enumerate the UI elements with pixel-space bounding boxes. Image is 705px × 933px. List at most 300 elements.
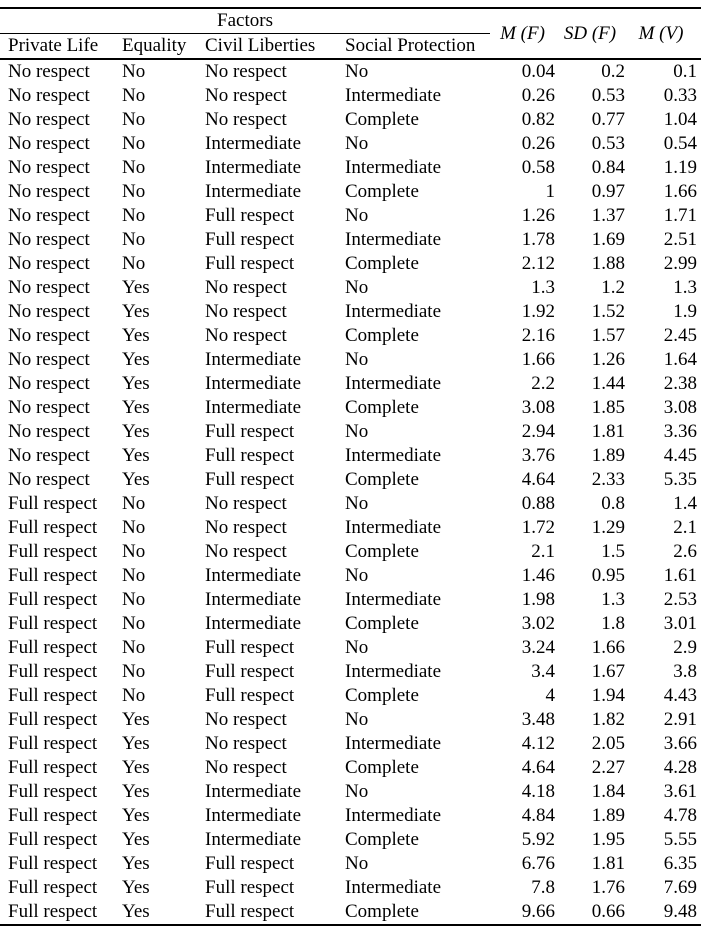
table-body xyxy=(0,59,701,925)
cell-civil-liberties: Full respect xyxy=(205,229,295,250)
cell-sd-f: 1.81 xyxy=(591,853,625,874)
cell-social-protection: No xyxy=(345,61,369,82)
cell-equality: No xyxy=(122,517,146,538)
table-row xyxy=(0,228,701,252)
cell-equality: Yes xyxy=(122,469,150,490)
cell-private-life: Full respect xyxy=(8,757,98,778)
cell-sd-f: 1.85 xyxy=(591,397,625,418)
cell-civil-liberties: Intermediate xyxy=(205,133,302,154)
cell-private-life: Full respect xyxy=(8,685,98,706)
cell-m-v: 4.45 xyxy=(663,445,697,466)
cell-civil-liberties: Intermediate xyxy=(205,589,302,610)
cell-sd-f: 1.88 xyxy=(591,253,625,274)
cell-sd-f: 1.67 xyxy=(591,661,625,682)
cell-m-v: 4.43 xyxy=(663,685,697,706)
cell-m-f: 3.02 xyxy=(521,613,555,634)
cell-equality: Yes xyxy=(122,829,150,850)
cell-social-protection: No xyxy=(345,421,369,442)
cell-equality: No xyxy=(122,565,146,586)
cell-m-f: 1.72 xyxy=(521,517,555,538)
cell-sd-f: 0.53 xyxy=(591,133,625,154)
cell-equality: No xyxy=(122,637,146,658)
cell-social-protection: Complete xyxy=(345,325,419,346)
cell-equality: Yes xyxy=(122,421,150,442)
cell-civil-liberties: Full respect xyxy=(205,637,295,658)
cell-equality: Yes xyxy=(122,709,150,730)
cell-civil-liberties: Full respect xyxy=(205,205,295,226)
cell-private-life: No respect xyxy=(8,109,90,130)
cell-m-f: 1.26 xyxy=(521,205,555,226)
cell-sd-f: 1.57 xyxy=(591,325,625,346)
cell-social-protection: Complete xyxy=(345,757,419,778)
cell-civil-liberties: No respect xyxy=(205,301,287,322)
cell-civil-liberties: Full respect xyxy=(205,445,295,466)
cell-civil-liberties: Intermediate xyxy=(205,781,302,802)
cell-civil-liberties: Intermediate xyxy=(205,349,302,370)
cell-social-protection: Intermediate xyxy=(345,661,442,682)
table-row xyxy=(0,780,701,804)
cell-private-life: Full respect xyxy=(8,613,98,634)
cell-civil-liberties: No respect xyxy=(205,325,287,346)
table-row xyxy=(0,204,701,228)
cell-civil-liberties: Full respect xyxy=(205,661,295,682)
cell-sd-f: 1.52 xyxy=(591,301,625,322)
cell-sd-f: 1.82 xyxy=(591,709,625,730)
cell-equality: Yes xyxy=(122,757,150,778)
spanner-row xyxy=(0,8,701,34)
cell-private-life: No respect xyxy=(8,469,90,490)
cell-equality: No xyxy=(122,661,146,682)
cell-private-life: Full respect xyxy=(8,901,98,922)
cell-equality: Yes xyxy=(122,301,150,322)
cell-equality: No xyxy=(122,157,146,178)
cell-m-f: 3.48 xyxy=(521,709,555,730)
cell-private-life: No respect xyxy=(8,397,90,418)
factors-spanner-header: Factors xyxy=(0,8,490,34)
cell-private-life: Full respect xyxy=(8,805,98,826)
cell-equality: No xyxy=(122,685,146,706)
cell-private-life: Full respect xyxy=(8,493,98,514)
table-row xyxy=(0,900,701,925)
cell-m-f: 7.8 xyxy=(531,877,555,898)
cell-m-v: 3.01 xyxy=(663,613,697,634)
table-row xyxy=(0,804,701,828)
table-row xyxy=(0,348,701,372)
col-header-private-life: Private Life xyxy=(8,35,99,56)
cell-private-life: No respect xyxy=(8,133,90,154)
cell-m-v: 0.1 xyxy=(673,61,697,82)
cell-civil-liberties: Intermediate xyxy=(205,157,302,178)
cell-sd-f: 1.69 xyxy=(591,229,625,250)
cell-social-protection: Complete xyxy=(345,829,419,850)
cell-social-protection: Complete xyxy=(345,181,419,202)
cell-social-protection: Intermediate xyxy=(345,301,442,322)
cell-equality: No xyxy=(122,109,146,130)
cell-m-v: 4.78 xyxy=(663,805,697,826)
cell-m-v: 1.71 xyxy=(663,205,697,226)
cell-m-f: 1.3 xyxy=(531,277,555,298)
cell-civil-liberties: Full respect xyxy=(205,685,295,706)
cell-m-v: 2.9 xyxy=(673,637,697,658)
cell-private-life: No respect xyxy=(8,205,90,226)
cell-sd-f: 0.66 xyxy=(591,901,625,922)
cell-m-v: 5.55 xyxy=(663,829,697,850)
cell-civil-liberties: Intermediate xyxy=(205,613,302,634)
cell-civil-liberties: No respect xyxy=(205,493,287,514)
cell-m-v: 1.4 xyxy=(673,493,697,514)
cell-m-v: 2.6 xyxy=(673,541,697,562)
col-header-equality: Equality xyxy=(122,35,187,56)
cell-civil-liberties: No respect xyxy=(205,733,287,754)
cell-m-f: 2.1 xyxy=(531,541,555,562)
table-row xyxy=(0,84,701,108)
cell-social-protection: Complete xyxy=(345,469,419,490)
cell-private-life: Full respect xyxy=(8,733,98,754)
cell-social-protection: No xyxy=(345,349,369,370)
cell-sd-f: 0.97 xyxy=(591,181,625,202)
cell-m-f: 1.78 xyxy=(521,229,555,250)
col-header-m-f: M (F) xyxy=(500,22,545,44)
cell-equality: Yes xyxy=(122,733,150,754)
cell-sd-f: 1.66 xyxy=(591,637,625,658)
cell-social-protection: Complete xyxy=(345,397,419,418)
cell-sd-f: 0.95 xyxy=(591,565,625,586)
table-row xyxy=(0,612,701,636)
cell-m-v: 1.04 xyxy=(663,109,697,130)
table-row xyxy=(0,756,701,780)
cell-civil-liberties: Intermediate xyxy=(205,397,302,418)
cell-civil-liberties: Full respect xyxy=(205,469,295,490)
cell-equality: Yes xyxy=(122,901,150,922)
cell-sd-f: 1.81 xyxy=(591,421,625,442)
cell-private-life: No respect xyxy=(8,445,90,466)
cell-civil-liberties: Full respect xyxy=(205,853,295,874)
cell-sd-f: 0.53 xyxy=(591,85,625,106)
cell-m-f: 2.94 xyxy=(521,421,555,442)
cell-social-protection: No xyxy=(345,637,369,658)
cell-m-f: 3.76 xyxy=(521,445,555,466)
cell-m-v: 2.45 xyxy=(663,325,697,346)
col-header-m-v: M (V) xyxy=(638,22,684,44)
cell-civil-liberties: No respect xyxy=(205,709,287,730)
cell-equality: Yes xyxy=(122,397,150,418)
cell-private-life: Full respect xyxy=(8,517,98,538)
cell-sd-f: 1.2 xyxy=(601,277,625,298)
cell-equality: No xyxy=(122,85,146,106)
cell-social-protection: Intermediate xyxy=(345,733,442,754)
cell-m-v: 2.1 xyxy=(673,517,697,538)
table-row xyxy=(0,300,701,324)
cell-sd-f: 1.29 xyxy=(591,517,625,538)
cell-m-f: 6.76 xyxy=(521,853,555,874)
cell-m-v: 1.61 xyxy=(663,565,697,586)
cell-sd-f: 2.05 xyxy=(591,733,625,754)
cell-civil-liberties: No respect xyxy=(205,541,287,562)
cell-private-life: Full respect xyxy=(8,589,98,610)
cell-m-v: 1.64 xyxy=(663,349,697,370)
cell-private-life: No respect xyxy=(8,373,90,394)
cell-m-v: 3.08 xyxy=(663,397,697,418)
cell-m-v: 1.3 xyxy=(673,277,697,298)
cell-social-protection: No xyxy=(345,853,369,874)
cell-social-protection: No xyxy=(345,493,369,514)
table-row xyxy=(0,420,701,444)
cell-civil-liberties: No respect xyxy=(205,61,287,82)
cell-equality: No xyxy=(122,229,146,250)
cell-social-protection: No xyxy=(345,781,369,802)
cell-m-f: 0.04 xyxy=(521,61,555,82)
cell-sd-f: 1.5 xyxy=(601,541,625,562)
table-row xyxy=(0,180,701,204)
col-header-social-protection: Social Protection xyxy=(345,35,476,56)
cell-equality: Yes xyxy=(122,781,150,802)
cell-m-f: 3.4 xyxy=(531,661,555,682)
cell-private-life: No respect xyxy=(8,301,90,322)
cell-equality: Yes xyxy=(122,325,150,346)
table-row xyxy=(0,540,701,564)
cell-m-f: 0.82 xyxy=(521,109,555,130)
cell-equality: Yes xyxy=(122,277,150,298)
cell-sd-f: 1.89 xyxy=(591,445,625,466)
table-row xyxy=(0,132,701,156)
table-row xyxy=(0,276,701,300)
table-row xyxy=(0,492,701,516)
cell-m-f: 2.2 xyxy=(531,373,555,394)
cell-m-v: 3.36 xyxy=(663,421,697,442)
cell-sd-f: 0.2 xyxy=(601,61,625,82)
cell-sd-f: 1.89 xyxy=(591,805,625,826)
col-header-civil-liberties: Civil Liberties xyxy=(205,35,316,56)
cell-social-protection: Complete xyxy=(345,685,419,706)
table-row xyxy=(0,684,701,708)
cell-social-protection: Complete xyxy=(345,253,419,274)
cell-m-v: 0.33 xyxy=(663,85,697,106)
cell-m-f: 2.16 xyxy=(521,325,555,346)
cell-social-protection: Complete xyxy=(345,109,419,130)
cell-m-v: 2.38 xyxy=(663,373,697,394)
cell-equality: No xyxy=(122,133,146,154)
cell-private-life: Full respect xyxy=(8,661,98,682)
factorial-means-table xyxy=(0,7,701,926)
cell-equality: No xyxy=(122,205,146,226)
cell-equality: No xyxy=(122,589,146,610)
cell-equality: Yes xyxy=(122,445,150,466)
cell-m-f: 3.08 xyxy=(521,397,555,418)
cell-social-protection: Intermediate xyxy=(345,445,442,466)
cell-social-protection: No xyxy=(345,565,369,586)
table-row xyxy=(0,252,701,276)
cell-private-life: Full respect xyxy=(8,637,98,658)
cell-social-protection: Intermediate xyxy=(345,157,442,178)
cell-sd-f: 0.8 xyxy=(601,493,625,514)
cell-m-f: 1.66 xyxy=(521,349,555,370)
cell-civil-liberties: Intermediate xyxy=(205,805,302,826)
cell-m-v: 1.9 xyxy=(673,301,697,322)
table-row xyxy=(0,516,701,540)
cell-private-life: No respect xyxy=(8,277,90,298)
cell-m-v: 9.48 xyxy=(663,901,697,922)
cell-equality: Yes xyxy=(122,805,150,826)
cell-sd-f: 1.3 xyxy=(601,589,625,610)
cell-equality: No xyxy=(122,253,146,274)
cell-civil-liberties: Full respect xyxy=(205,421,295,442)
cell-sd-f: 0.77 xyxy=(591,109,625,130)
cell-sd-f: 1.37 xyxy=(591,205,625,226)
table-row xyxy=(0,588,701,612)
cell-sd-f: 1.26 xyxy=(591,349,625,370)
cell-social-protection: Intermediate xyxy=(345,373,442,394)
cell-m-f: 4.12 xyxy=(521,733,555,754)
table-row xyxy=(0,372,701,396)
cell-m-v: 2.91 xyxy=(663,709,697,730)
table-row xyxy=(0,324,701,348)
cell-civil-liberties: No respect xyxy=(205,757,287,778)
table-row xyxy=(0,156,701,180)
table-row xyxy=(0,876,701,900)
cell-m-f: 1 xyxy=(545,181,555,202)
cell-m-f: 5.92 xyxy=(521,829,555,850)
cell-m-f: 4.18 xyxy=(521,781,555,802)
cell-private-life: No respect xyxy=(8,253,90,274)
cell-equality: No xyxy=(122,493,146,514)
cell-m-f: 4.84 xyxy=(521,805,555,826)
table-row xyxy=(0,396,701,420)
cell-private-life: Full respect xyxy=(8,541,98,562)
cell-social-protection: No xyxy=(345,205,369,226)
cell-m-f: 2.12 xyxy=(521,253,555,274)
cell-m-f: 3.24 xyxy=(521,637,555,658)
cell-m-v: 2.51 xyxy=(663,229,697,250)
cell-m-v: 1.66 xyxy=(663,181,697,202)
table-row xyxy=(0,108,701,132)
cell-m-f: 1.92 xyxy=(521,301,555,322)
cell-m-f: 1.98 xyxy=(521,589,555,610)
cell-m-f: 0.88 xyxy=(521,493,555,514)
cell-equality: Yes xyxy=(122,877,150,898)
cell-m-f: 0.26 xyxy=(521,85,555,106)
table-row xyxy=(0,732,701,756)
cell-private-life: Full respect xyxy=(8,565,98,586)
cell-m-v: 1.19 xyxy=(663,157,697,178)
cell-civil-liberties: Full respect xyxy=(205,901,295,922)
cell-m-f: 0.26 xyxy=(521,133,555,154)
cell-equality: Yes xyxy=(122,373,150,394)
cell-social-protection: Intermediate xyxy=(345,229,442,250)
cell-m-v: 0.54 xyxy=(663,133,697,154)
cell-civil-liberties: No respect xyxy=(205,517,287,538)
cell-m-f: 0.58 xyxy=(521,157,555,178)
table-row xyxy=(0,660,701,684)
cell-private-life: Full respect xyxy=(8,781,98,802)
cell-social-protection: Intermediate xyxy=(345,877,442,898)
cell-m-v: 3.61 xyxy=(663,781,697,802)
cell-sd-f: 0.84 xyxy=(591,157,625,178)
cell-private-life: Full respect xyxy=(8,853,98,874)
cell-private-life: No respect xyxy=(8,421,90,442)
cell-private-life: No respect xyxy=(8,157,90,178)
cell-private-life: Full respect xyxy=(8,829,98,850)
cell-civil-liberties: Intermediate xyxy=(205,181,302,202)
cell-m-v: 3.66 xyxy=(663,733,697,754)
cell-private-life: No respect xyxy=(8,325,90,346)
cell-sd-f: 1.8 xyxy=(601,613,625,634)
cell-social-protection: Intermediate xyxy=(345,85,442,106)
cell-m-v: 7.69 xyxy=(663,877,697,898)
cell-sd-f: 1.84 xyxy=(591,781,625,802)
cell-social-protection: Intermediate xyxy=(345,805,442,826)
table-row xyxy=(0,636,701,660)
cell-equality: Yes xyxy=(122,349,150,370)
cell-m-f: 9.66 xyxy=(521,901,555,922)
cell-social-protection: No xyxy=(345,709,369,730)
cell-civil-liberties: No respect xyxy=(205,277,287,298)
cell-equality: No xyxy=(122,541,146,562)
cell-civil-liberties: Intermediate xyxy=(205,373,302,394)
cell-private-life: Full respect xyxy=(8,709,98,730)
cell-social-protection: No xyxy=(345,277,369,298)
table-row xyxy=(0,852,701,876)
cell-m-v: 2.53 xyxy=(663,589,697,610)
table-header xyxy=(0,8,701,59)
cell-social-protection: Complete xyxy=(345,901,419,922)
cell-equality: Yes xyxy=(122,853,150,874)
cell-private-life: No respect xyxy=(8,229,90,250)
cell-sd-f: 2.27 xyxy=(591,757,625,778)
cell-civil-liberties: No respect xyxy=(205,109,287,130)
cell-social-protection: Intermediate xyxy=(345,517,442,538)
cell-sd-f: 1.95 xyxy=(591,829,625,850)
cell-civil-liberties: Intermediate xyxy=(205,829,302,850)
cell-m-v: 3.8 xyxy=(673,661,697,682)
cell-m-f: 1.46 xyxy=(521,565,555,586)
col-header-sd-f: SD (F) xyxy=(563,22,617,44)
cell-sd-f: 1.94 xyxy=(591,685,625,706)
cell-civil-liberties: Full respect xyxy=(205,253,295,274)
cell-social-protection: Complete xyxy=(345,541,419,562)
cell-m-v: 2.99 xyxy=(663,253,697,274)
cell-sd-f: 1.44 xyxy=(591,373,625,394)
cell-private-life: No respect xyxy=(8,181,90,202)
cell-sd-f: 1.76 xyxy=(591,877,625,898)
cell-civil-liberties: Full respect xyxy=(205,877,295,898)
cell-equality: No xyxy=(122,613,146,634)
cell-m-v: 6.35 xyxy=(663,853,697,874)
cell-equality: No xyxy=(122,61,146,82)
table-row xyxy=(0,444,701,468)
cell-m-v: 4.28 xyxy=(663,757,697,778)
cell-sd-f: 2.33 xyxy=(591,469,625,490)
cell-civil-liberties: Intermediate xyxy=(205,565,302,586)
cell-m-f: 4.64 xyxy=(521,469,555,490)
cell-social-protection: Intermediate xyxy=(345,589,442,610)
cell-social-protection: Complete xyxy=(345,613,419,634)
cell-equality: No xyxy=(122,181,146,202)
cell-private-life: No respect xyxy=(8,349,90,370)
cell-m-f: 4 xyxy=(545,685,555,706)
cell-m-f: 4.64 xyxy=(521,757,555,778)
table-row xyxy=(0,828,701,852)
table-row xyxy=(0,564,701,588)
cell-private-life: Full respect xyxy=(8,877,98,898)
table-row xyxy=(0,708,701,732)
cell-m-v: 5.35 xyxy=(663,469,697,490)
cell-civil-liberties: No respect xyxy=(205,85,287,106)
table-row xyxy=(0,468,701,492)
table-row xyxy=(0,59,701,84)
cell-private-life: No respect xyxy=(8,85,90,106)
cell-social-protection: No xyxy=(345,133,369,154)
cell-private-life: No respect xyxy=(8,61,90,82)
